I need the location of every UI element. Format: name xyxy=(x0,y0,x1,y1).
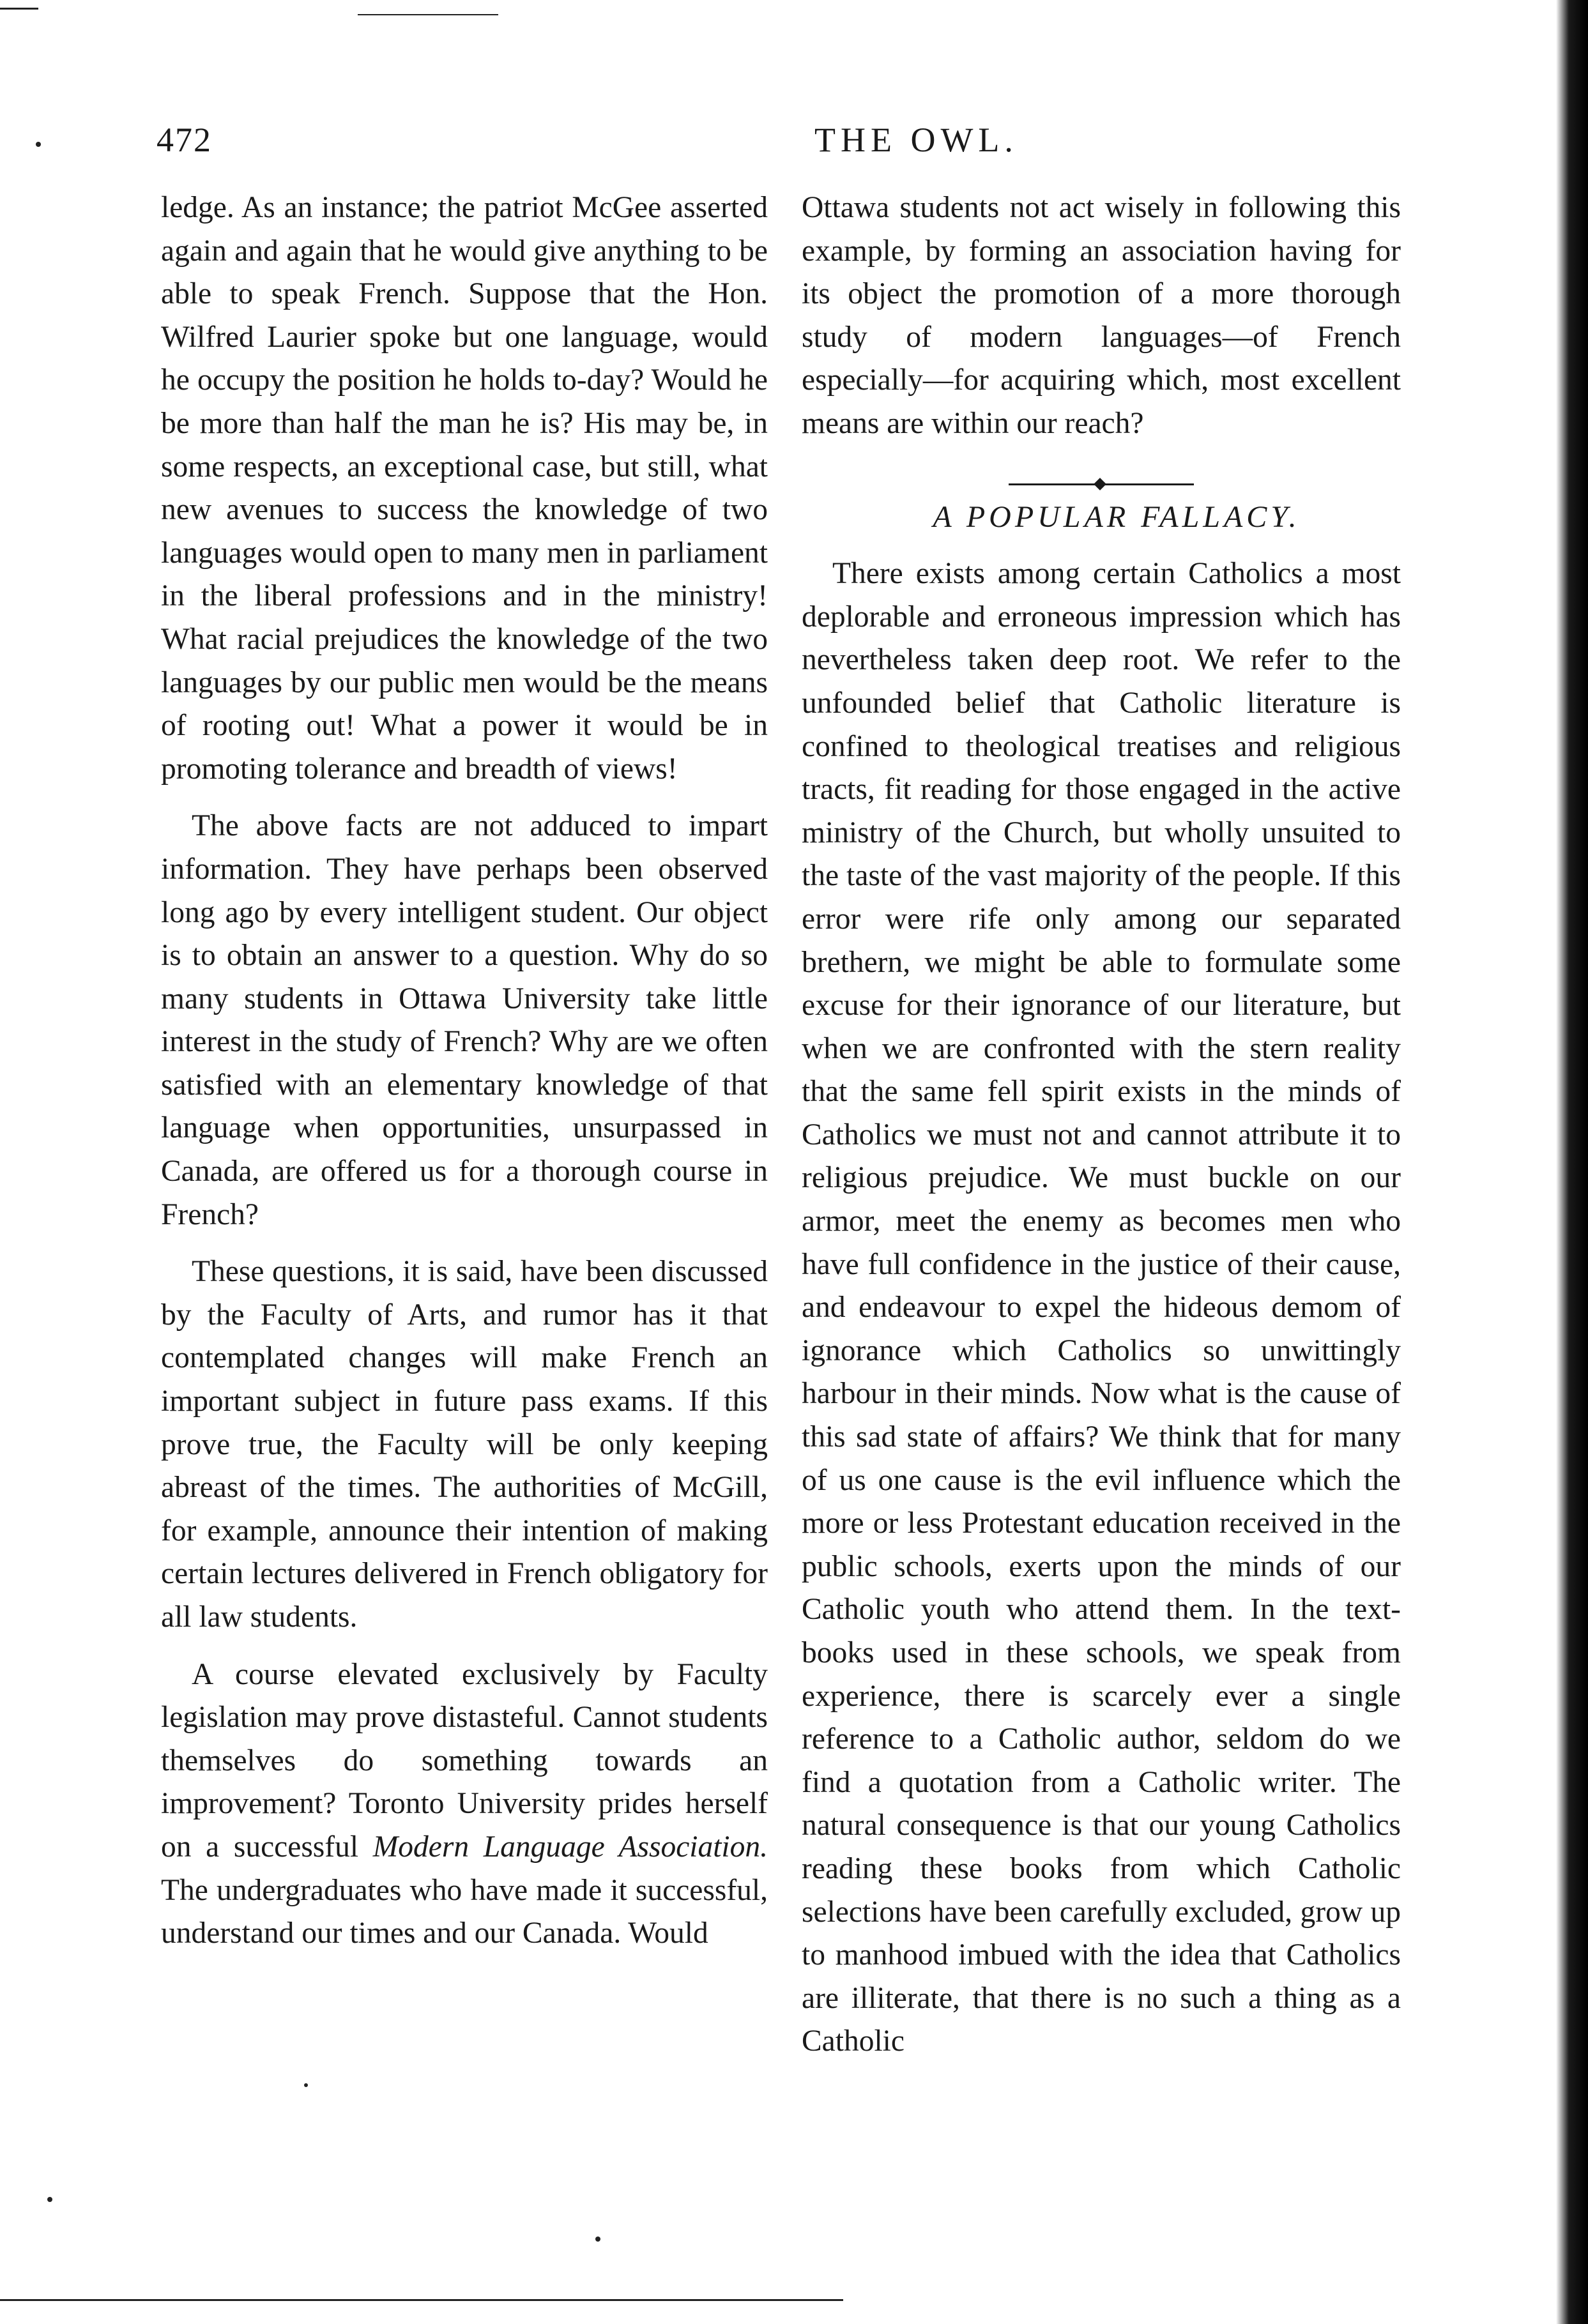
article-heading: A POPULAR FALLACY. xyxy=(933,499,1301,534)
section-divider xyxy=(802,460,1401,496)
scan-artifact-line xyxy=(0,2299,843,2301)
paragraph xyxy=(161,1653,768,1956)
right-column xyxy=(802,186,1401,2077)
scan-speck xyxy=(304,2083,308,2087)
paragraph-text: A course elevated exclusively by Faculty legislation may prove distasteful. Cannot students themselves do something towards an improvement? Toronto University prides herself on a successful xyxy=(161,1657,768,1864)
scan-speck xyxy=(36,142,41,147)
page-number: 472 xyxy=(157,121,212,159)
scan-artifact-line xyxy=(0,8,38,10)
paragraph: There exists among certain Catholics a most deplorable and erroneous impression which has nevertheless taken deep root. We refer to the unfounded belief that Catholic literature is confined to theological treatises and religious tracts, fit reading for those engaged in the active ministry of the Church, but wholly unsuited to the taste of the vast majority of the people. If this error were rife only among our separated brethern, we might be able to formulate some excuse for their ignorance of our literature, but when we are confronted with the stern reality that the same fell spirit exists in the minds of Catholics we must not and cannot attribute it to religious prejudice. We must buckle on our armor, meet the enemy as becomes men who have full confidence in the justice of their cause, and endeavour to expel the hideous demom of ignorance which Catholics so unwittingly harbour in their minds. Now what is the cause of this sad state of affairs? We think that for many of us one cause is the evil influence which the more or less Protestant education received in the public schools, exerts upon the minds of our Catholic youth who attend them. In the text-books used in these schools, we speak from experience, there is scarcely ever a single reference to a Catholic author, seldom do we find a quotation from a Catholic writer. The natural consequence is that our young Catholics reading these books from which Catholic selections have been carefully excluded, grow up to manhood imbued with the idea that Catholics are illiterate, that there is no such a thing as a Catholic xyxy=(802,557,1401,2058)
paragraph: These questions, it is said, have been discussed by the Faculty of Arts, and rumor has it that contemplated changes will make French an important subject in future pass exams. If this prove true, the Faculty will be only keeping abreast of the times. The authorities of McGill, for example, announce their intention of making certain lectures delivered in French obligatory for all law students. xyxy=(161,1255,768,1634)
scan-artifact-line xyxy=(358,14,498,15)
ornamental-rule xyxy=(1009,483,1194,485)
paragraph-continued: Ottawa students not act wisely in following this example, by forming an association having for its object the promotion of a more thorough study of modern languages—of French especially—for acquiring which, most excellent means are within our reach? xyxy=(802,191,1401,440)
italic-association-name: Modern Language Association. xyxy=(372,1830,768,1864)
scan-speck xyxy=(595,2237,600,2242)
running-head xyxy=(157,120,1402,171)
left-column xyxy=(161,186,768,1970)
scan-speck xyxy=(47,2197,52,2202)
journal-title: THE OWL. xyxy=(814,121,1018,159)
paragraph: The above facts are not adduced to impart information. They have perhaps been observed long ago by every intelligent student. Our object is to obtain an answer to a question. Why do so many students in Ottawa University take little interest in the study of French? Why are we often satisfied with an elementary knowledge of that language when opportunities, unsurpassed in Canada, are offered us for a thorough course in French? xyxy=(161,809,768,1231)
paragraph-continued: ledge. As an instance; the patriot McGee asserted again and again that he would give anything to be able to speak French. Suppose that the Hon. Wilfred Laurier spoke but one language, would he occupy the position he holds to-day? Would he be more than half the man he is? His may be, in some respects, an exceptional case, but still, what new avenues to success the knowledge of two languages would open to many men in parliament in the liberal professions and in the ministry! What racial prejudices the knowledge of the two languages by our public men would be the means of rooting out! What a power it would be in promoting tolerance and breadth of views! xyxy=(161,191,768,786)
paragraph-text: The undergraduates who have made it successful, understand our times and our Canada. Would xyxy=(161,1873,768,1950)
scan-edge-shadow xyxy=(1556,0,1588,2324)
